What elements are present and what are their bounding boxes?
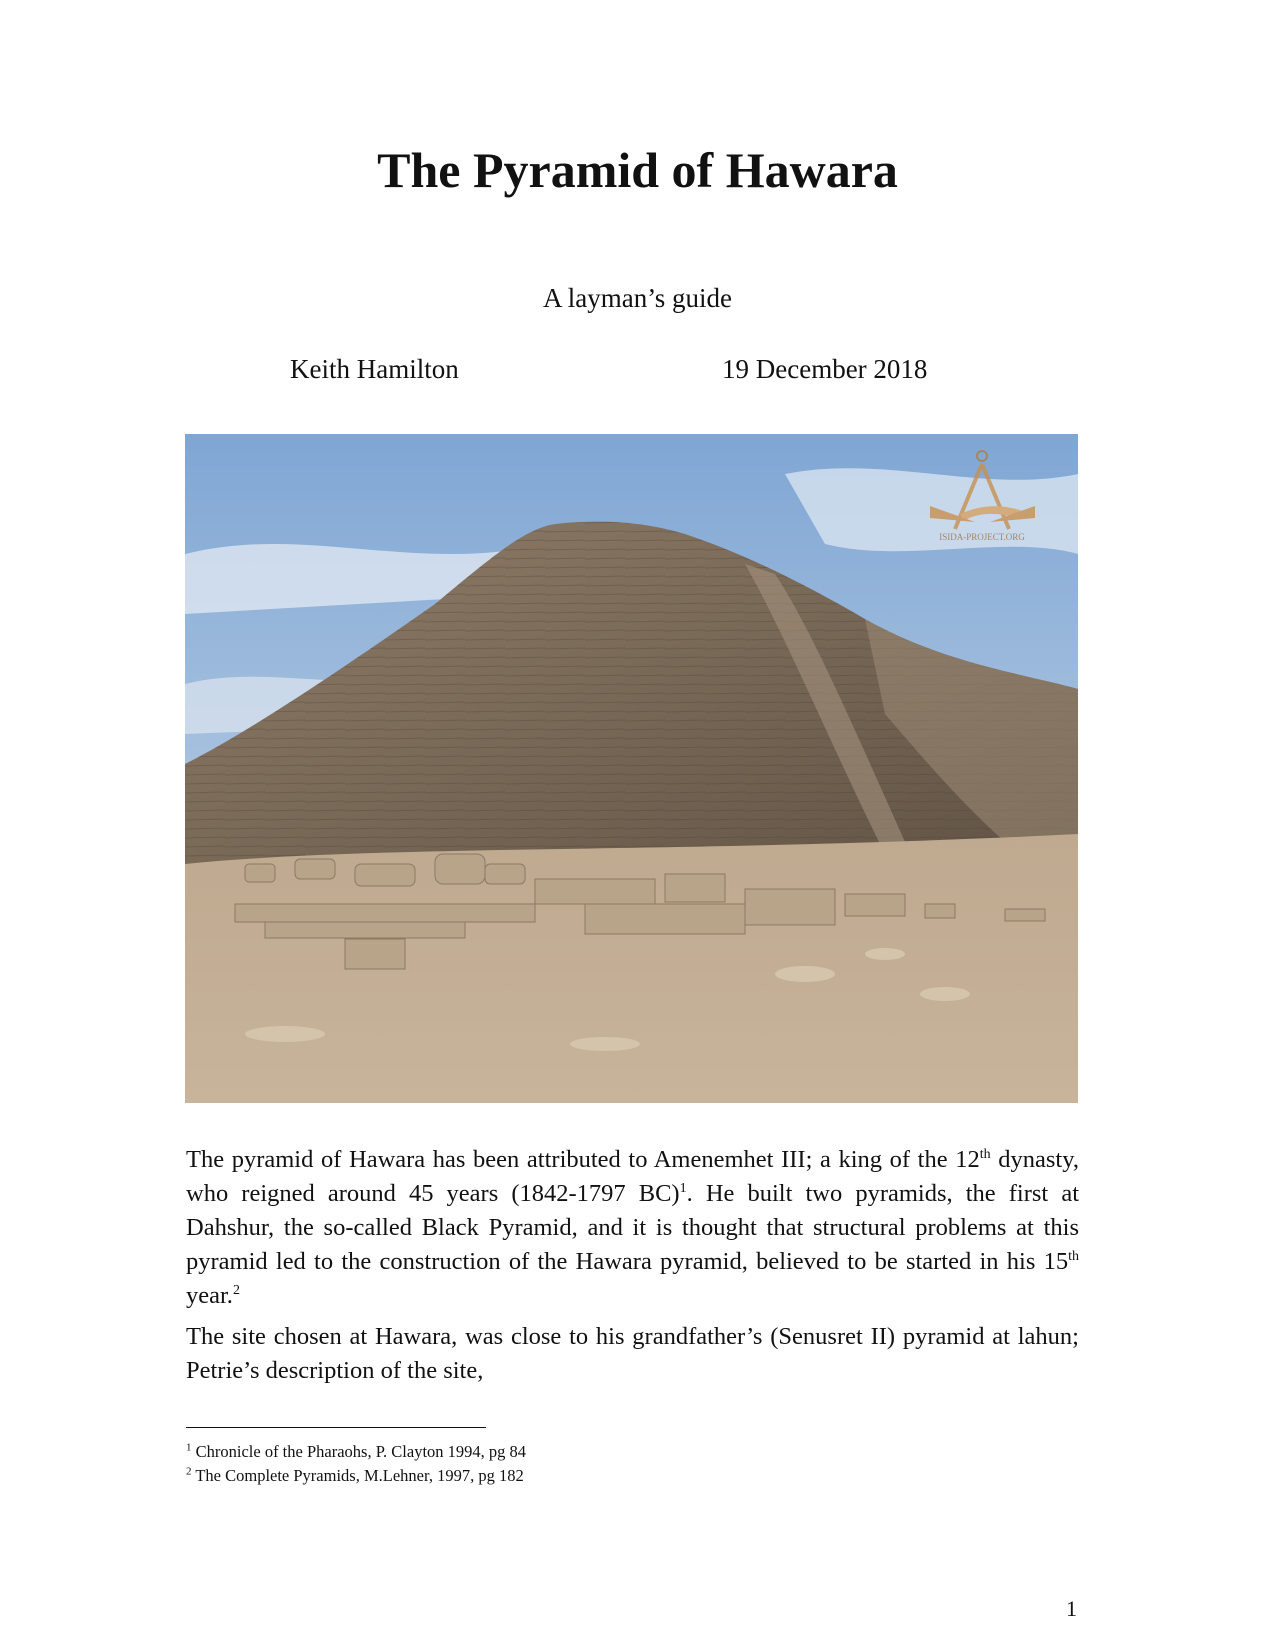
footnote-2: $^2$ The Complete Pyramids, M.Lehner, 1997, pg 182 [186, 1465, 524, 1485]
paragraph-2: The site chosen at Hawara, was close to his grandfather’s (Senusret II) pyramid at lahun; Petrie’s description of the site, [186, 1323, 1079, 1384]
footnotes [186, 1440, 1079, 1488]
document-subtitle: A layman’s guide [543, 283, 732, 313]
footnote-ref-1[interactable]: 1 [679, 1180, 687, 1196]
footnote-1: $^1$ Chronicle of the Pharaohs, P. Clayton 1994, pg 84 [186, 1441, 527, 1461]
publication-date: 19 December 2018 [722, 354, 928, 384]
pyramid-photo [185, 434, 1078, 1103]
paragraph-1: The pyramid of Hawara has been attributed to Amenemhet III; a king of the 12th dynasty, who reigned around 45 years (1842-1797 BC)$^1$. He built two pyramids, the first at Dahshur, the so-called Black Pyramid, and it is thought that structural problems at this pyramid led to the construction of the Hawara pyramid, believed to be started in his 15th year.$^2$ [186, 1146, 1080, 1309]
author-name: Keith Hamilton [290, 354, 459, 384]
footnote-separator [186, 1427, 486, 1428]
document-title: The Pyramid of Hawara [377, 142, 898, 198]
footnote-ref-2[interactable]: 2 [232, 1282, 240, 1298]
page-number: 1 [1066, 1596, 1077, 1621]
watermark-text: ISIDA-PROJECT.ORG [939, 532, 1025, 542]
